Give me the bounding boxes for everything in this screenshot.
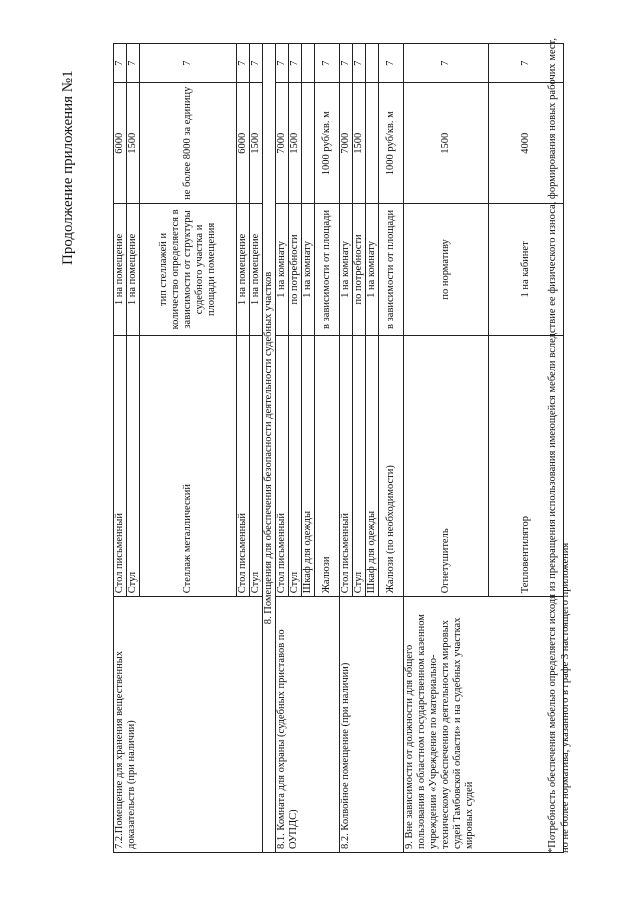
item-price: 1000 руб/кв. м [315,83,340,204]
item-norm: 1 на комнату [366,204,379,336]
category-cell: 7.2.Помещение для хранения вещественных доказательств (при наличии) [114,597,263,853]
table-row [404,44,489,853]
item-years: 7 [289,44,302,83]
section-row [263,44,276,853]
item-years: 7 [340,44,353,83]
item-name: Стол письменный [340,335,353,596]
item-years: 7 [404,44,489,83]
item-norm: тип стеллажей и количество определяется в зависимости от структуры судебного участка и площади помещения [140,204,237,336]
item-years: 7 [353,44,366,83]
item-norm: 1 на помещение [237,204,250,336]
item-price: 1500 [289,83,302,204]
category-cell: 8.1. Комната для охраны (судебных приставов по ОУПДС) [276,597,340,853]
item-years [366,44,379,83]
item-price: 6000 [114,83,127,204]
item-norm: в зависимости от площади [379,204,404,336]
item-name: Огнетушитель [404,335,489,596]
item-name: Жалюзи (по необходимости) [379,335,404,596]
category-cell: 9. Вне зависимости от должности для общего пользования в областном государственном казенном учреждении «Учреждение по материально-техническому обеспечению деятельности мировых судей Тамбовской области» и на судебных участках мировых судей [404,597,564,853]
page-title: Продолжение приложения №1 [60,70,76,265]
item-name: Стол письменный [114,335,127,596]
item-price: 7000 [276,83,289,204]
item-price [366,83,379,204]
item-price: 1000 руб/кв. м [379,83,404,204]
item-norm: по потребности [353,204,366,336]
item-years: 7 [140,44,237,83]
item-price: 1500 [404,83,489,204]
item-years: 7 [315,44,340,83]
item-years: 7 [127,44,140,83]
item-price: 1500 [127,83,140,204]
item-years: 7 [379,44,404,83]
item-price: 7000 [340,83,353,204]
item-years: 7 [237,44,250,83]
item-years: 7 [276,44,289,83]
item-norm: 1 на комнату [340,204,353,336]
item-price: 6000 [237,83,250,204]
item-price: 1500 [250,83,263,204]
item-norm: 1 на помещение [250,204,263,336]
item-name: Стол письменный [237,335,250,596]
table-row [114,44,127,853]
item-years [302,44,315,83]
furniture-norms-table [113,43,564,853]
item-norm: в зависимости от площади [315,204,340,336]
item-name: Шкаф для одежды [366,335,379,596]
item-price [302,83,315,204]
item-norm: по нормативу [404,204,489,336]
footnote: *Потребность обеспечения мебелью определяется исходя из прекращения использования имеющейся мебели вследствие ее физического износа, формирования новых рабочих мест, но не более норматива, указанного в графе 3 настоящего приложения [547,38,571,853]
item-name: Стул [289,335,302,596]
table-row [276,44,289,853]
item-norm: 1 на помещение [127,204,140,336]
item-years: 7 [489,44,564,83]
item-norm: 1 на кабинет [489,204,564,336]
item-name: Стул [353,335,366,596]
item-name: Тепловентилятор [489,335,564,596]
item-name: Шкаф для одежды [302,335,315,596]
item-name: Стеллаж металлический [140,335,237,596]
item-name: Стол письменный [276,335,289,596]
item-name: Стул [250,335,263,596]
item-years: 7 [114,44,127,83]
item-name: Стул [127,335,140,596]
section-heading: 8. Помещения для обеспечения безопасности деятельности судебных участков [263,44,276,853]
item-price: не более 8000 за единицу [140,83,237,204]
item-price: 4000 [489,83,564,204]
item-norm: по потребности [289,204,302,336]
item-years: 7 [250,44,263,83]
category-cell: 8.2. Колвойное помещение (при наличии) [340,597,404,853]
item-name: Жалюзи [315,335,340,596]
table-row [340,44,353,853]
item-norm: 1 на комнату [276,204,289,336]
item-norm: 1 на помещение [114,204,127,336]
item-price: 1500 [353,83,366,204]
item-norm: 1 на комнату [302,204,315,336]
